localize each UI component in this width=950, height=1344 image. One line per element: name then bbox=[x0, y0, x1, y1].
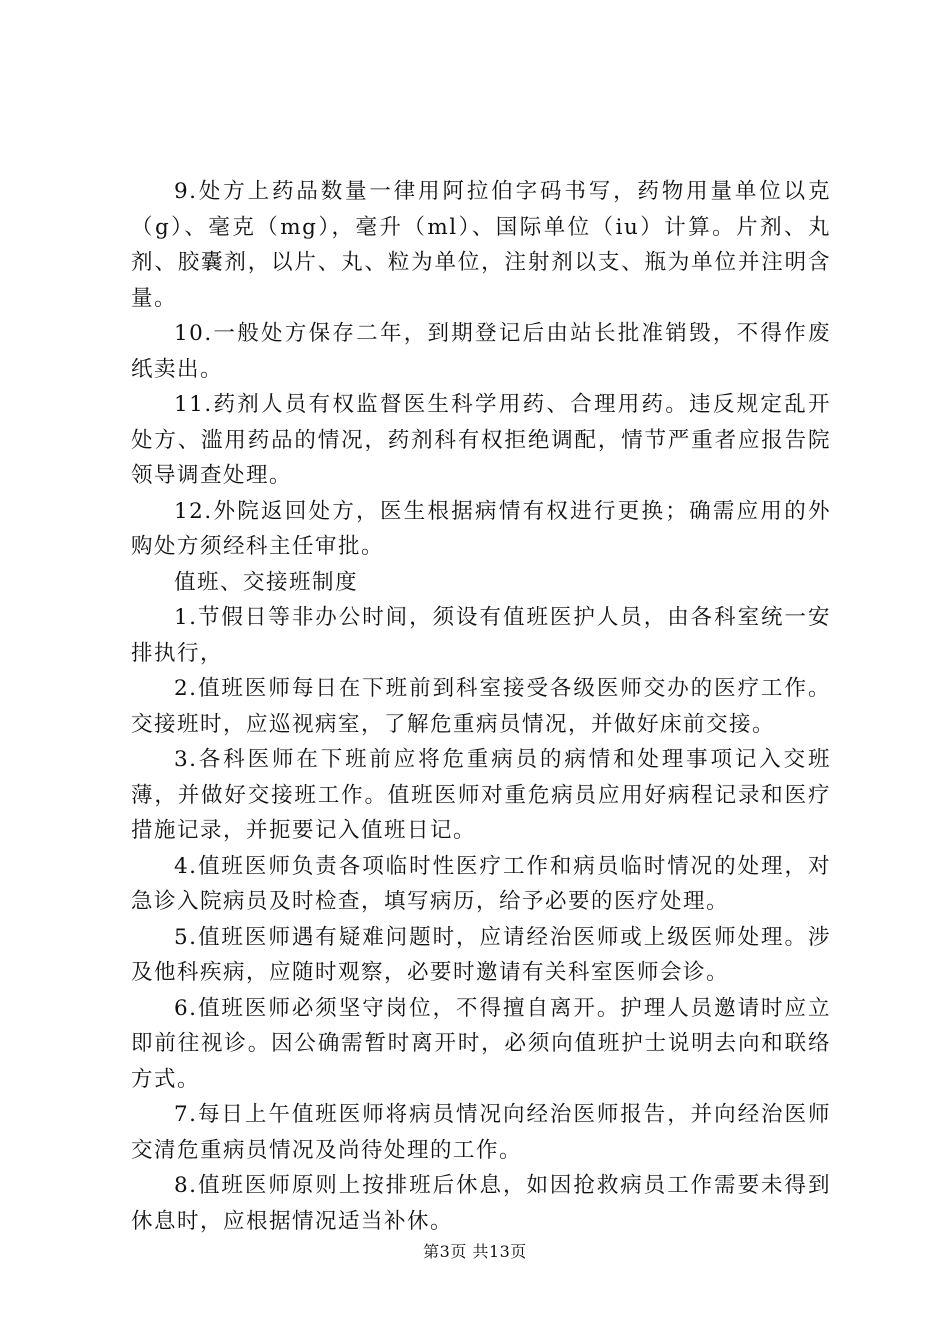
section-heading: 值班、交接班制度 bbox=[174, 569, 359, 595]
paragraph-duty-8: 8.值班医师原则上按排班后休息，如因抢救病员工作需要未得到休息时，应根据情况适当补休。 bbox=[131, 1173, 831, 1234]
paragraph-rule-10: 10.一般处方保存二年，到期登记后由站长批准销毁，不得作废纸卖出。 bbox=[131, 321, 831, 382]
page-number-footer: 第3页 共13页 bbox=[423, 1242, 527, 1261]
paragraph-duty-7: 7.每日上午值班医师将病员情况向经治医师报告，并向经治医师交清危重病员情况及尚待处理的工作。 bbox=[131, 1102, 831, 1163]
paragraph-rule-11: 11.药剂人员有权监督医生科学用药、合理用药。违反规定乱开处方、滥用药品的情况，药剂科有权拒绝调配，情节严重者应报告院领导调查处理。 bbox=[131, 392, 831, 488]
paragraph-duty-1: 1.节假日等非办公时间，须设有值班医护人员，由各科室统一安排执行， bbox=[131, 605, 831, 666]
document-body bbox=[131, 174, 831, 1239]
paragraph-duty-5: 5.值班医师遇有疑难问题时，应请经治医师或上级医师处理。涉及他科疾病，应随时观察，必要时邀请有关科室医师会诊。 bbox=[131, 924, 831, 985]
paragraph-duty-6: 6.值班医师必须坚守岗位，不得擅自离开。护理人员邀请时应立即前往视诊。因公确需暂时离开时，必须向值班护士说明去向和联络方式。 bbox=[131, 995, 831, 1092]
paragraph-rule-12: 12.外院返回处方，医生根据病情有权进行更换；确需应用的外购处方须经科主任审批。 bbox=[131, 498, 831, 559]
paragraph-duty-4: 4.值班医师负责各项临时性医疗工作和病员临时情况的处理，对急诊入院病员及时检查，填写病历，给予必要的医疗处理。 bbox=[131, 853, 831, 914]
paragraph-duty-2: 2.值班医师每日在下班前到科室接受各级医师交办的医疗工作。交接班时，应巡视病室，了解危重病员情况，并做好床前交接。 bbox=[131, 676, 831, 737]
paragraph-rule-9: 9.处方上药品数量一律用阿拉伯字码书写，药物用量单位以克（g）、毫克（mg），毫升（ml）、国际单位（iu）计算。片剂、丸剂、胶囊剂，以片、丸、粒为单位，注射剂以支、瓶为单位并注明含量。 bbox=[131, 179, 831, 311]
paragraph-duty-3: 3.各科医师在下班前应将危重病员的病情和处理事项记入交班薄，并做好交接班工作。值班医师对重危病员应用好病程记录和医疗措施记录，并扼要记入值班日记。 bbox=[131, 747, 831, 843]
